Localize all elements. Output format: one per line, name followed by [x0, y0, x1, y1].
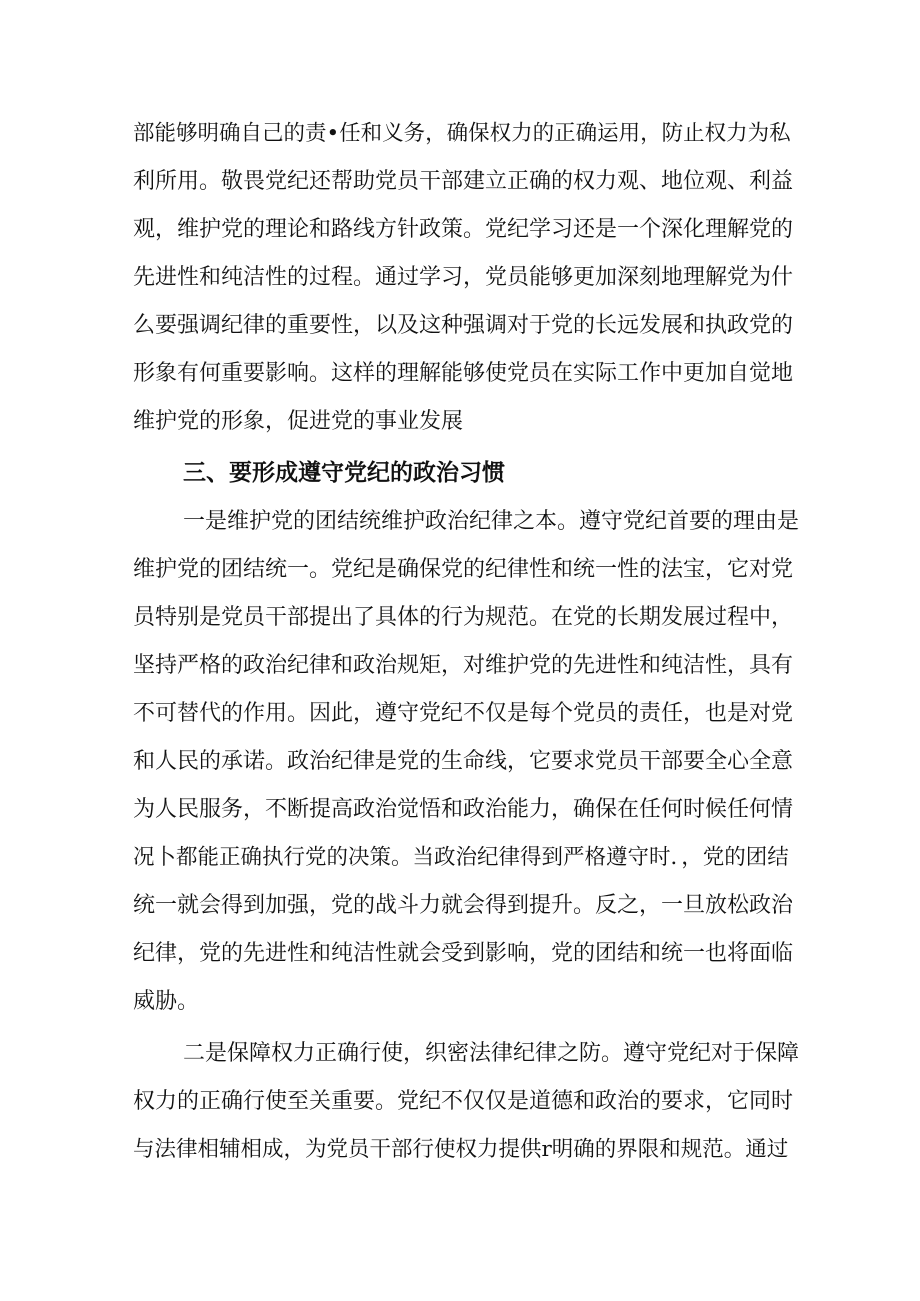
- paragraph-1-line-4: 先进性和纯洁性的过程。通过学习，党员能够更加深刻地理解党为什: [133, 265, 794, 290]
- paragraph-2-line-7: 为人民服务，不断提高政治觉悟和政治能力，确保在任何时候任何情: [133, 797, 794, 822]
- paragraph-1-line-2: 利所用。敬畏党纪还帮助党员干部建立正确的权力观、地位观、利益: [133, 169, 794, 194]
- paragraph-2-line-10: 纪律，党的先进性和纯洁性就会受到影响，党的团结和统一也将面临: [133, 941, 794, 966]
- paragraph-2-line-6: 和人民的承诺。政治纪律是党的生命线，它要求党员干部要全心全意: [133, 749, 794, 774]
- paragraph-2-line-1: 一是维护党的团结统维护政治纪律之本。遵守党纪首要的理由是: [183, 509, 800, 534]
- paragraph-2-line-2: 维护党的团结统一。党纪是确保党的纪律性和统一性的法宝，它对党: [133, 557, 794, 582]
- paragraph-3-line-3: 与法律相辅相成，为党员干部行使权力提供r明确的界限和规范。通过: [133, 1137, 789, 1162]
- paragraph-2-line-9: 统一就会得到加强，党的战斗力就会得到提升。反之，一旦放松政治: [133, 893, 794, 918]
- paragraph-1-line-3: 观，维护党的理论和路线方针政策。党纪学习还是一个深化理解党的: [133, 217, 794, 242]
- paragraph-1-line-5: 么要强调纪律的重要性，以及这种强调对于党的长远发展和执政党的: [133, 313, 794, 338]
- paragraph-1-line-7: 维护党的形象，促进党的事业发展: [133, 409, 464, 434]
- paragraph-3-line-2: 权力的正确行使至关重要。党纪不仅仅是道德和政治的要求，它同时: [133, 1089, 794, 1114]
- paragraph-1-line-6: 形象有何重要影响。这样的理解能够使党员在实际工作中更加自觉地: [133, 361, 794, 386]
- paragraph-2-line-5: 不可替代的作用。因此，遵守党纪不仅是每个党员的责任，也是对党: [133, 701, 794, 726]
- paragraph-2-line-4: 坚持严格的政治纪律和政治规矩，对维护党的先进性和纯洁性，具有: [133, 653, 794, 678]
- paragraph-2-line-8: 况卜都能正确执行党的决策。当政治纪律得到严格遵守时．，党的团结: [133, 845, 789, 870]
- paragraph-3-line-1: 二是保障权力正确行使，织密法律纪律之防。遵守党纪对于保障: [183, 1041, 800, 1066]
- paragraph-1-line-1: 部能够明确自己的责•任和义务，确保权力的正确运用，防止权力为私: [133, 121, 791, 146]
- section-heading: 三、要形成遵守党纪的政治习惯: [183, 460, 505, 486]
- paragraph-2-line-11: 威胁。: [133, 989, 200, 1014]
- paragraph-2-line-3: 员特别是党员干部提出了具体的行为规范。在党的长期发展过程中，: [133, 605, 794, 630]
